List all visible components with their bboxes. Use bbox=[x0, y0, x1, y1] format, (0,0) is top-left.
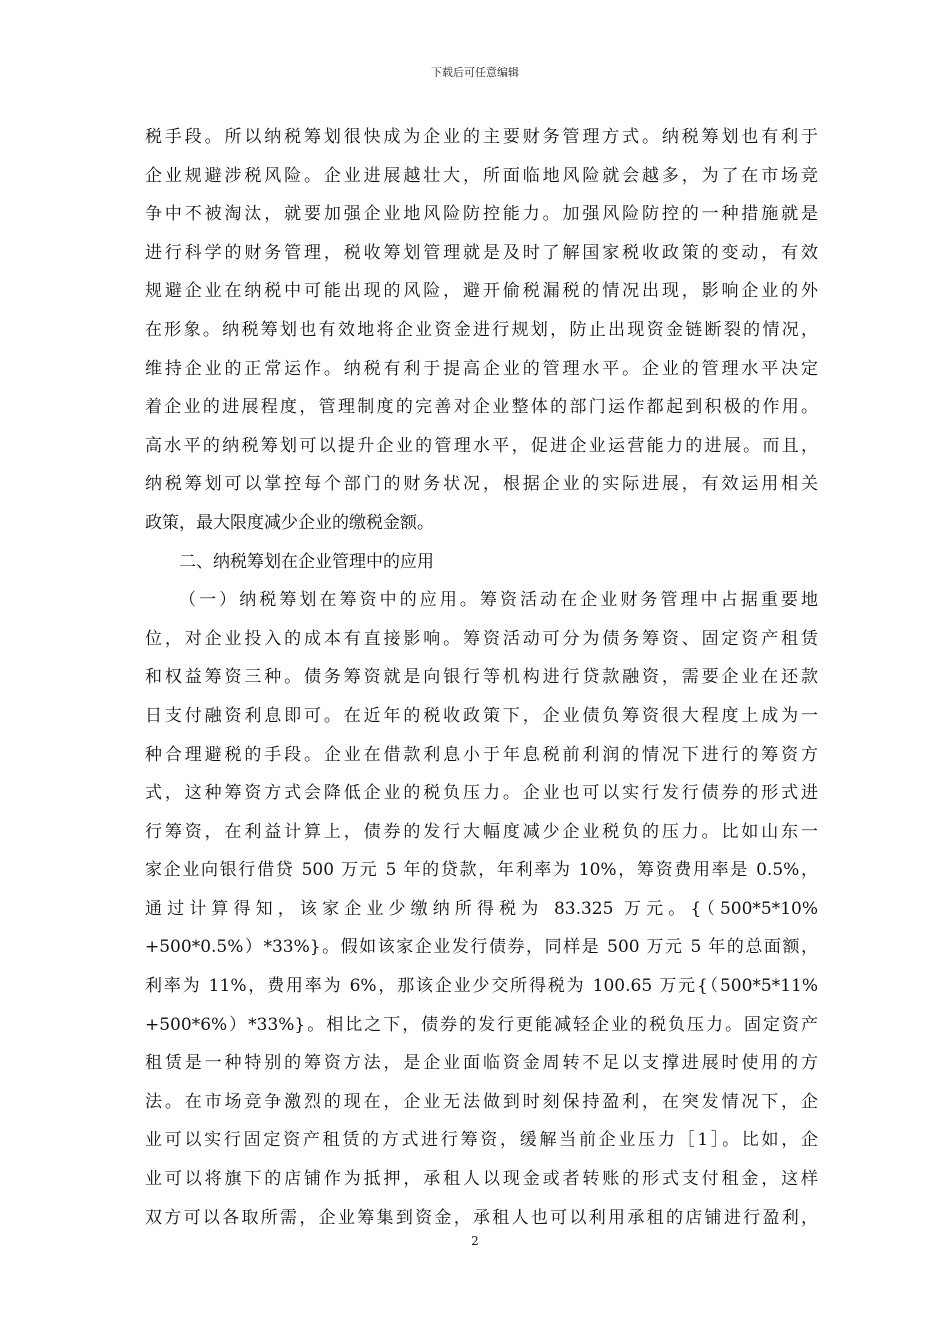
text-line: 争中不被淘汰，就要加强企业地风险防控能力。加强风险防控的一种措施就是 bbox=[145, 204, 818, 225]
text-line: 行筹资，在利益计算上，债券的发行大幅度减少企业税负的压力。比如山东一 bbox=[145, 821, 818, 842]
text-line: 纳税筹划可以掌控每个部门的财务状况，根据企业的实际进展，有效运用相关 bbox=[145, 474, 818, 495]
text-line: 和权益筹资三种。债务筹资就是向银行等机构进行贷款融资，需要企业在还款 bbox=[145, 667, 818, 688]
text-line: 业可以将旗下的店铺作为抵押，承租人以现金或者转账的形式支付租金，这样 bbox=[145, 1169, 818, 1190]
text-line: 政策，最大限度减少企业的缴税金额。 bbox=[145, 512, 434, 533]
text-line: 利率为 11%，费用率为 6%，那该企业少交所得税为 100.65 万元{（500*5*11% bbox=[145, 976, 818, 997]
text-line: 企业规避涉税风险。企业进展越壮大，所面临地风险就会越多，为了在市场竞 bbox=[145, 165, 818, 186]
text-line: 税手段。所以纳税筹划很快成为企业的主要财务管理方式。纳税筹划也有利于 bbox=[145, 127, 818, 147]
page-header: 下载后可任意编辑 bbox=[431, 66, 519, 79]
text-line: 双方可以各取所需，企业筹集到资金，承租人也可以利用承租的店铺进行盈利， bbox=[145, 1207, 818, 1228]
text-line: 式，这种筹资方式会降低企业的税负压力。企业也可以实行发行债券的形式进 bbox=[145, 783, 818, 804]
page-number: 2 bbox=[471, 1234, 479, 1248]
text-line: 在形象。纳税筹划也有效地将企业资金进行规划，防止出现资金链断裂的情况， bbox=[145, 319, 818, 340]
text-line: 高水平的纳税筹划可以提升企业的管理水平，促进企业运营能力的进展。而且， bbox=[145, 435, 818, 456]
text-line: 通过计算得知，该家企业少缴纳所得税为 83.325 万元。{（500*5*10% bbox=[145, 898, 818, 919]
text-line: 维持企业的正常运作。纳税有利于提高企业的管理水平。企业的管理水平决定 bbox=[145, 358, 818, 379]
section-heading: 二、纳税筹划在企业管理中的应用 bbox=[179, 551, 434, 572]
text-line: 业可以实行固定资产租赁的方式进行筹资，缓解当前企业压力［1］。比如，企 bbox=[145, 1130, 818, 1151]
text-line: 租赁是一种特别的筹资方法，是企业面临资金周转不足以支撑进展时使用的方 bbox=[145, 1053, 818, 1074]
text-line: +500*0.5%）*33%}。假如该家企业发行债券，同样是 500 万元 5 年的总面额， bbox=[145, 937, 818, 958]
text-line: （一）纳税筹划在筹资中的应用。筹资活动在企业财务管理中占据重要地 bbox=[179, 590, 818, 611]
text-line: 日支付融资利息即可。在近年的税收政策下，企业债负筹资很大程度上成为一 bbox=[145, 705, 818, 726]
text-line: 进行科学的财务管理，税收筹划管理就是及时了解国家税收政策的变动，有效 bbox=[145, 242, 818, 263]
text-line: 家企业向银行借贷 500 万元 5 年的贷款，年利率为 10%，筹资费用率是 0.5%， bbox=[145, 860, 818, 881]
text-line: 种合理避税的手段。企业在借款利息小于年息税前利润的情况下进行的筹资方 bbox=[145, 744, 818, 765]
document-body bbox=[145, 118, 818, 1237]
text-line: 规避企业在纳税中可能出现的风险，避开偷税漏税的情况出现，影响企业的外 bbox=[145, 281, 818, 302]
text-line: 着企业的进展程度，管理制度的完善对企业整体的部门运作都起到积极的作用。 bbox=[145, 397, 818, 418]
text-line: 法。在市场竞争激烈的现在，企业无法做到时刻保持盈利，在突发情况下，企 bbox=[145, 1091, 818, 1112]
text-line: +500*6%）*33%}。相比之下，债券的发行更能减轻企业的税负压力。固定资产 bbox=[145, 1014, 818, 1035]
text-line: 位，对企业投入的成本有直接影响。筹资活动可分为债务筹资、固定资产租赁 bbox=[145, 628, 818, 649]
